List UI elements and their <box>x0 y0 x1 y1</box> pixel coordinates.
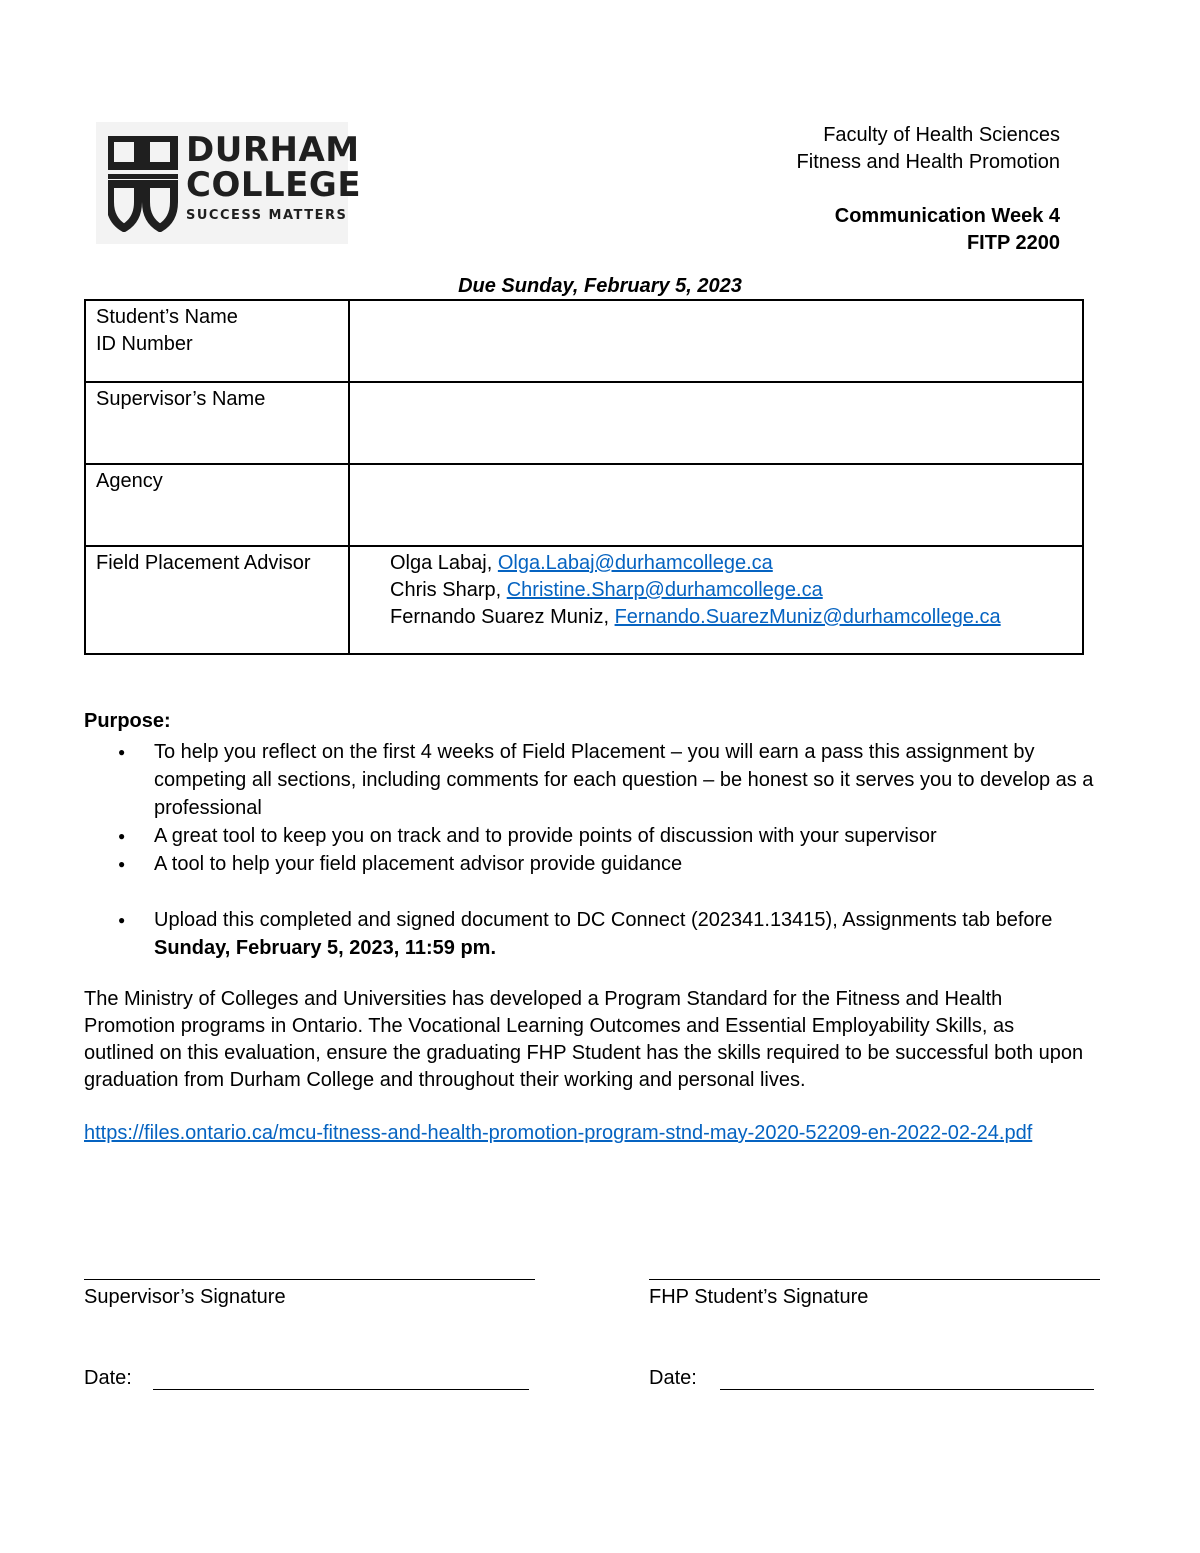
advisor-label: Field Placement Advisor <box>85 546 349 654</box>
header-block <box>797 122 1060 176</box>
student-date-label: Date: <box>649 1367 697 1389</box>
supervisor-name-label: Supervisor’s Name <box>85 382 349 464</box>
list-item-upload <box>84 906 1114 962</box>
purpose-heading: Purpose: <box>84 710 171 732</box>
program-name: Fitness and Health Promotion <box>796 151 1060 173</box>
assignment-block <box>835 203 1060 257</box>
supervisor-date-label: Date: <box>84 1367 132 1389</box>
program-standard-link[interactable]: https://files.ontario.ca/mcu-fitness-and-health-promotion-program-stnd-may-2020-52209-en-2022-02-24.pdf <box>84 1122 1033 1144</box>
student-label-cell <box>85 300 349 382</box>
advisor-email-link[interactable]: Christine.Sharp@durhamcollege.ca <box>506 579 823 601</box>
supervisor-signature-label: Supervisor’s Signature <box>84 1286 286 1308</box>
list-item: ● A tool to help your field placement advisor provide guidance <box>84 850 1114 878</box>
advisor-email-link[interactable]: Fernando.SuarezMuniz@durhamcollege.ca <box>614 606 1001 628</box>
logo-line-college: COLLEGE <box>186 165 362 205</box>
due-date: Due Sunday, February 5, 2023 <box>458 275 742 297</box>
student-signature-label: FHP Student’s Signature <box>649 1286 869 1308</box>
supervisor-date-line[interactable] <box>153 1389 529 1390</box>
student-name-label: Student’s Name <box>96 306 238 328</box>
faculty-name: Faculty of Health Sciences <box>823 124 1060 146</box>
table-row <box>85 300 1083 382</box>
list-item: ● A great tool to keep you on track and to provide points of discussion with your supervisor <box>84 822 1114 850</box>
table-row <box>85 546 1083 654</box>
agency-label: Agency <box>85 464 349 546</box>
program-standard-paragraph: The Ministry of Colleges and Universities has developed a Program Standard for the Fitness and Health Promotion programs in Ontario. The Vocational Learning Outcomes and Essential Employability Skills, as outlined on this evaluation, ensure the graduating FHP Student has the skills required to be successful both upon graduation from Durham College and throughout their working and personal lives. <box>84 988 1084 1091</box>
supervisor-signature-line[interactable] <box>84 1279 535 1280</box>
agency-field[interactable] <box>349 464 1083 546</box>
student-name-field[interactable] <box>349 300 1083 382</box>
advisor-line <box>390 604 1072 631</box>
table-row <box>85 464 1083 546</box>
advisor-name: Olga Labaj, <box>390 552 498 574</box>
advisor-line <box>390 550 1072 577</box>
student-signature-line[interactable] <box>649 1279 1100 1280</box>
logo-line-durham: DURHAM <box>186 130 360 170</box>
college-logo <box>96 122 362 244</box>
logo-tagline: SUCCESS MATTERS <box>186 208 348 223</box>
assignment-title: Communication Week 4 <box>834 205 1060 227</box>
supervisor-name-field[interactable] <box>349 382 1083 464</box>
advisor-name: Chris Sharp, <box>390 579 507 601</box>
advisor-list-cell <box>349 546 1083 654</box>
upload-text: Upload this completed and signed document to DC Connect (202341.13415), Assignments tab before <box>154 909 1053 931</box>
advisor-name: Fernando Suarez Muniz, <box>390 606 615 628</box>
id-number-label: ID Number <box>96 333 193 355</box>
purpose-list <box>84 738 1114 962</box>
student-date-line[interactable] <box>720 1389 1094 1390</box>
course-code: FITP 2200 <box>966 232 1060 254</box>
advisor-email-link[interactable]: Olga.Labaj@durhamcollege.ca <box>497 552 773 574</box>
table-row <box>85 382 1083 464</box>
upload-deadline: Sunday, February 5, 2023, 11:59 pm. <box>154 937 497 959</box>
advisor-line <box>390 577 1072 604</box>
info-table <box>84 299 1084 655</box>
list-item: ● To help you reflect on the first 4 weeks of Field Placement – you will earn a pass this assignment by competing all sections, including comments for each question – be honest so it serves you to develop as a professional <box>84 738 1114 822</box>
durham-college-crest-icon <box>108 136 178 232</box>
